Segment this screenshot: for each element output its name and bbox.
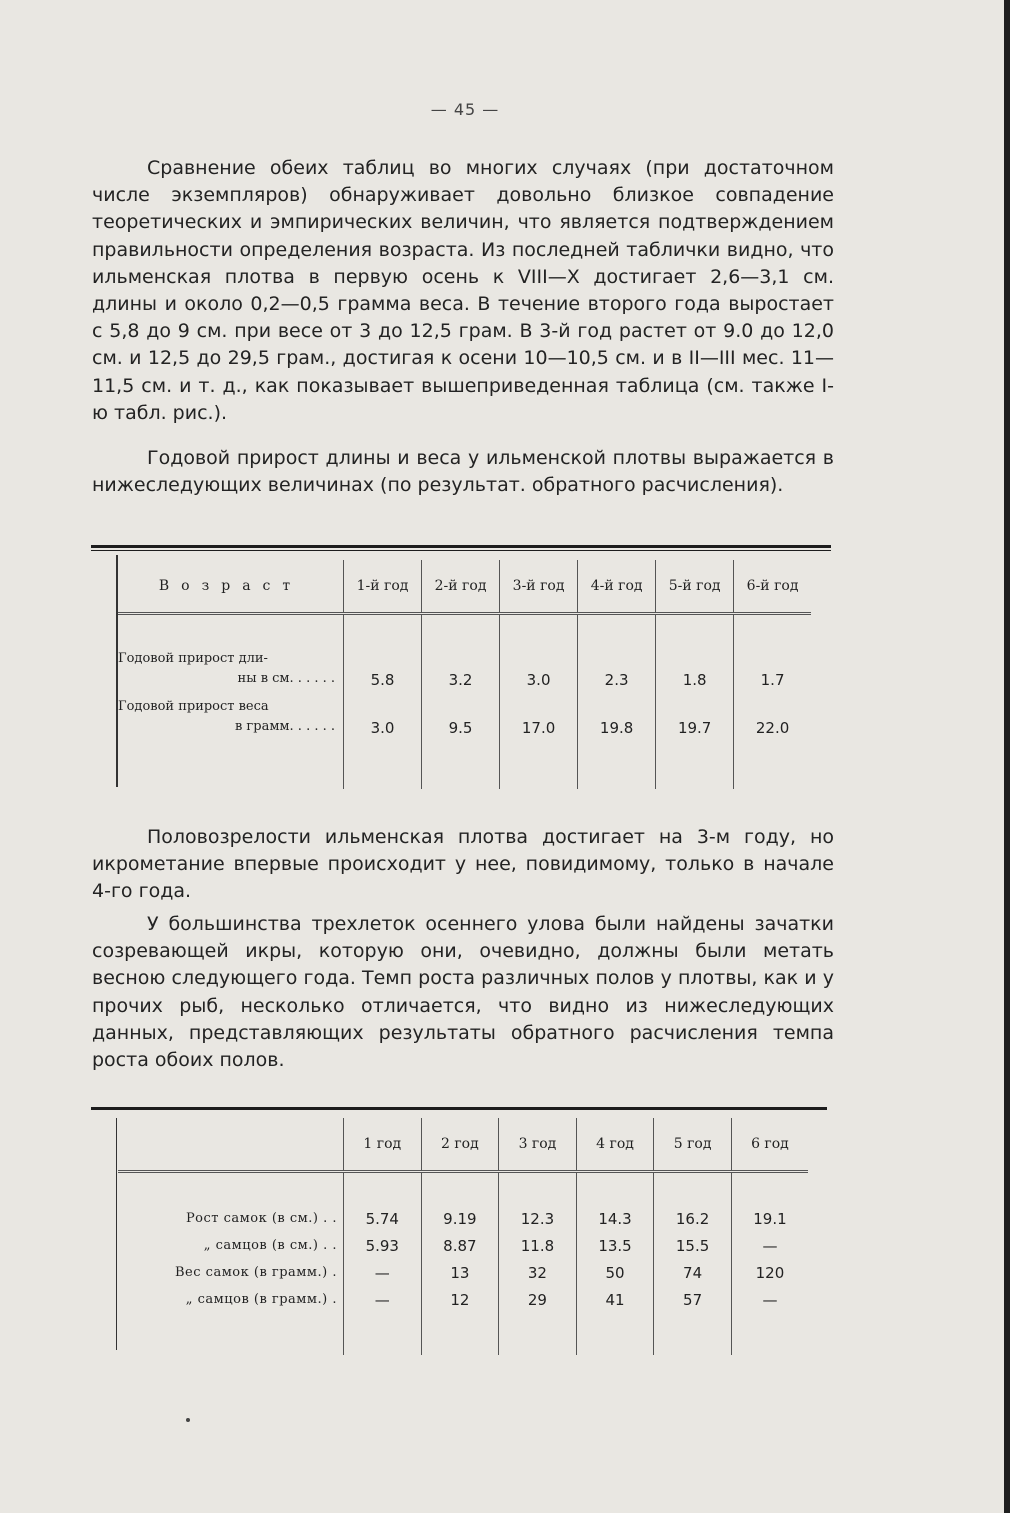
table-row bbox=[118, 691, 811, 739]
table-cell: 15.5 bbox=[654, 1232, 732, 1259]
table-cell: 1.8 bbox=[656, 641, 734, 691]
paragraph-4 bbox=[92, 911, 834, 1074]
column-header: 4-й год bbox=[578, 560, 656, 614]
table-cell: 1.7 bbox=[760, 671, 785, 689]
table-cell: 120 bbox=[755, 1263, 785, 1282]
table-cell: 29 bbox=[499, 1286, 577, 1313]
table-cell: 16.2 bbox=[654, 1205, 732, 1232]
paragraph-4-text: У большинства трехлеток осеннего улова были найдены зачатки созревающей икры, которую они, очевидно, должны были метать весною следующего года. Темп роста различных полов у плотвы, как и у прочих рыб, несколько отличается, что видно из нижеследующих данных, представляющих результаты обратного расчисления темпа роста обоих полов. bbox=[92, 913, 834, 1072]
column-header-blank bbox=[118, 1118, 344, 1172]
table-cell: 3.2 bbox=[422, 641, 500, 691]
table-cell: — bbox=[762, 1236, 778, 1255]
table-cell: 13 bbox=[421, 1259, 499, 1286]
column-header: 5 год bbox=[654, 1118, 732, 1172]
table-cell: 9.19 bbox=[421, 1205, 499, 1232]
table-cell: 11.8 bbox=[499, 1232, 577, 1259]
table-cell: 19.7 bbox=[656, 691, 734, 739]
table-header-row bbox=[118, 560, 811, 614]
row-label: „ самцов (в грамм.) . bbox=[118, 1286, 344, 1313]
table-cell: 8.87 bbox=[421, 1232, 499, 1259]
table-cell: — bbox=[344, 1259, 422, 1286]
column-header: 1-й год bbox=[344, 560, 422, 614]
table-cell: 3.0 bbox=[344, 691, 422, 739]
table-cell: 9.5 bbox=[422, 691, 500, 739]
table-cell: 19.8 bbox=[578, 691, 656, 739]
page-number: — 45 — bbox=[430, 100, 500, 119]
column-header: 3-й год bbox=[500, 560, 578, 614]
table-cell: 50 bbox=[576, 1259, 654, 1286]
paragraph-2 bbox=[92, 445, 834, 499]
table-cell: 57 bbox=[654, 1286, 732, 1313]
table-row bbox=[118, 1286, 808, 1313]
table2-top-rule bbox=[91, 1107, 827, 1110]
table-cell: 19.1 bbox=[753, 1209, 787, 1228]
table-cell: — bbox=[762, 1290, 778, 1309]
column-header: 2 год bbox=[421, 1118, 499, 1172]
table-row bbox=[118, 641, 811, 691]
table-cell: 5.8 bbox=[344, 641, 422, 691]
table-cell: 13.5 bbox=[576, 1232, 654, 1259]
table-row bbox=[118, 1205, 808, 1232]
table-cell: 5.74 bbox=[344, 1205, 422, 1232]
column-header: 6 год bbox=[731, 1118, 808, 1172]
paragraph-2-text: Годовой прирост длины и веса у ильменской плотвы выражается в нижеследующих величинах (по результат. обратного расчисления). bbox=[92, 447, 834, 497]
table-row bbox=[118, 1232, 808, 1259]
row-label: Годовой прирост веса в грамм. . . . . . bbox=[118, 691, 344, 739]
table2-left-border bbox=[116, 1118, 117, 1350]
column-header: 2-й год bbox=[422, 560, 500, 614]
table-row bbox=[118, 1259, 808, 1286]
table-cell: 12 bbox=[421, 1286, 499, 1313]
paragraph-1-text: Сравнение обеих таблиц во многих случаях (при достаточном числе экземпляров) обнаруживает довольно близкое совпадение теоретических и эмпирических величин, что является подтверждением правильности определения возраста. Из последней таблички видно, что ильменская плотва в первую осень к VIII—X достигает 2,6—3,1 см. длины и около 0,2—0,5 грамма веса. В течение второго года выростает с 5,8 до 9 см. при весе от 3 до 12,5 грам. В 3-й год растет от 9.0 до 12,0 см. и 12,5 до 29,5 грам., достигая к осени 10—10,5 см. и в II—III мес. 11—11,5 см. и т. д., как показывает вышеприведенная таблица (см. также I-ю табл. рис.). bbox=[92, 157, 834, 424]
column-header: 1 год bbox=[344, 1118, 422, 1172]
column-header-age: Возраст bbox=[118, 560, 344, 614]
scan-speck bbox=[186, 1418, 190, 1422]
table-header-row bbox=[118, 1118, 808, 1172]
paragraph-3 bbox=[92, 824, 834, 906]
table-cell: 32 bbox=[499, 1259, 577, 1286]
paragraph-1 bbox=[92, 155, 834, 427]
table-cell: 12.3 bbox=[499, 1205, 577, 1232]
table-cell: — bbox=[344, 1286, 422, 1313]
table-cell: 3.0 bbox=[500, 641, 578, 691]
row-label: „ самцов (в см.) . . bbox=[118, 1232, 344, 1259]
column-header: 6-й год bbox=[734, 560, 811, 614]
column-header: 3 год bbox=[499, 1118, 577, 1172]
table-cell: 22.0 bbox=[755, 719, 790, 737]
table-cell: 14.3 bbox=[576, 1205, 654, 1232]
table-cell: 74 bbox=[654, 1259, 732, 1286]
row-label: Рост самок (в см.) . . bbox=[118, 1205, 344, 1232]
table-cell: 2.3 bbox=[578, 641, 656, 691]
table-cell: 5.93 bbox=[344, 1232, 422, 1259]
page-edge-shadow bbox=[1004, 0, 1010, 1513]
row-label: Вес самок (в грамм.) . bbox=[118, 1259, 344, 1286]
column-header: 4 год bbox=[576, 1118, 654, 1172]
annual-growth-table bbox=[118, 560, 811, 789]
paragraph-3-text: Половозрелости ильменская плотва достигает на 3-м году, но икрометание впервые происходит у нее, повидимому, только в начале 4-го года. bbox=[92, 826, 834, 903]
table1-top-rule bbox=[91, 545, 831, 548]
row-label: Годовой прирост дли- ны в см. . . . . . bbox=[118, 641, 344, 691]
table-cell: 17.0 bbox=[500, 691, 578, 739]
column-header: 5-й год bbox=[656, 560, 734, 614]
sex-growth-table bbox=[118, 1118, 808, 1355]
table-cell: 41 bbox=[576, 1286, 654, 1313]
table1-top-rule-thin bbox=[91, 550, 831, 551]
